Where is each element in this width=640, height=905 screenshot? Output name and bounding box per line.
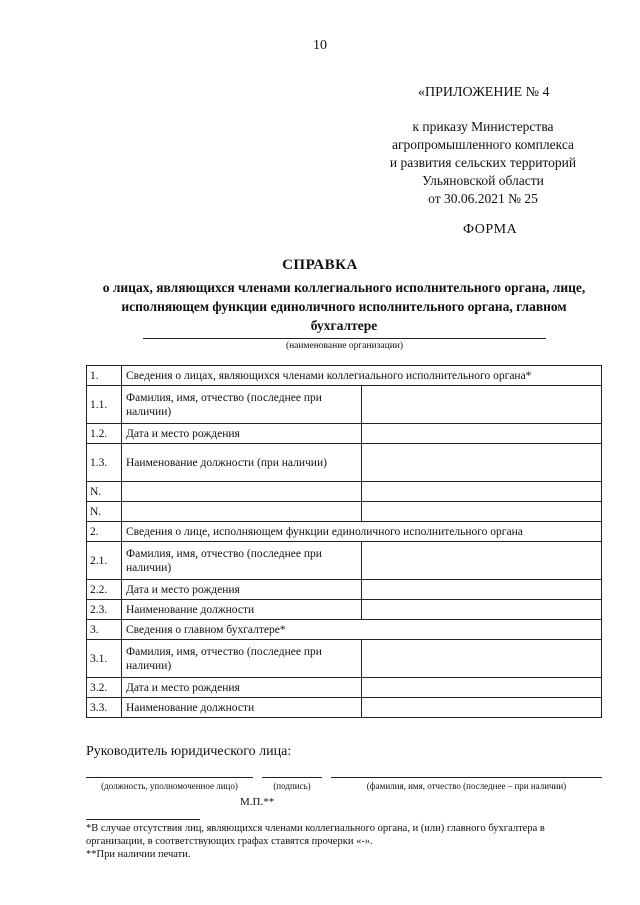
- field-label: Дата и место рождения: [122, 678, 362, 698]
- field-value[interactable]: [362, 678, 602, 698]
- full-name-caption: (фамилия, имя, отчество (последнее – при наличии): [366, 781, 567, 791]
- order-reference: [372, 118, 594, 208]
- form-label: ФОРМА: [463, 222, 518, 237]
- row-number: 1.: [87, 366, 122, 386]
- table-row: [87, 542, 602, 580]
- table-row: [87, 600, 602, 620]
- row-number: 2.: [87, 522, 122, 542]
- row-number: 3.1.: [87, 640, 122, 678]
- table-row: [87, 444, 602, 482]
- table-row: [87, 698, 602, 718]
- table-row: [87, 386, 602, 424]
- footnotes: [86, 822, 606, 861]
- appendix-title: «ПРИЛОЖЕНИЕ № 4: [418, 85, 550, 100]
- document-subtitle: о лицах, являющихся членами коллегиального исполнительного органа, лице, исполняющем функции единоличного исполнительного органа, главном бухгалтере: [102, 280, 586, 333]
- information-table: [86, 365, 602, 718]
- field-label: Наименование должности: [122, 600, 362, 620]
- field-label: Дата и место рождения: [122, 580, 362, 600]
- field-label: Дата и место рождения: [122, 424, 362, 444]
- table-row: [87, 640, 602, 678]
- row-number: 2.1.: [87, 542, 122, 580]
- footnote-divider: [86, 819, 200, 820]
- footnote: *В случае отсутствия лиц, являющихся членами коллегиального органа, и (или) главного бухгалтера в организации, в соответствующих графах ставятся прочерки «-».: [86, 823, 545, 847]
- order-line: к приказу Министерства: [412, 119, 554, 134]
- table-row: [87, 678, 602, 698]
- field-value[interactable]: [362, 502, 602, 522]
- field-label: Наименование должности (при наличии): [122, 444, 362, 482]
- field-value[interactable]: [362, 698, 602, 718]
- page-number: 10: [313, 38, 327, 53]
- head-of-entity-label: Руководитель юридического лица:: [86, 744, 292, 759]
- row-number: 3.2.: [87, 678, 122, 698]
- row-number: N.: [87, 502, 122, 522]
- position-caption: (должность, уполномоченное лицо): [101, 781, 238, 791]
- position-line[interactable]: [86, 777, 253, 778]
- field-label: Фамилия, имя, отчество (последнее при наличии): [122, 542, 362, 580]
- row-number: 3.3.: [87, 698, 122, 718]
- table-row: [87, 424, 602, 444]
- order-line: агропромышленного комплекса: [392, 137, 574, 152]
- section-header-row: [87, 366, 602, 386]
- row-number: 2.3.: [87, 600, 122, 620]
- order-line: и развития сельских территорий: [389, 155, 577, 170]
- organization-name-caption: (наименование организации): [285, 341, 404, 351]
- order-line: Ульяновской области: [422, 173, 544, 188]
- field-label: Фамилия, имя, отчество (последнее при наличии): [122, 386, 362, 424]
- field-value[interactable]: [362, 600, 602, 620]
- table-row: [87, 580, 602, 600]
- section-header-row: [87, 620, 602, 640]
- field-value[interactable]: [362, 580, 602, 600]
- order-line: от 30.06.2021 № 25: [428, 191, 538, 206]
- footnote: **При наличии печати.: [86, 849, 191, 860]
- stamp-place: М.П.**: [240, 796, 275, 808]
- section-label: Сведения о главном бухгалтере*: [122, 620, 602, 640]
- field-value[interactable]: [362, 444, 602, 482]
- field-label: Наименование должности: [122, 698, 362, 718]
- field-value[interactable]: [362, 386, 602, 424]
- field-label: Фамилия, имя, отчество (последнее при наличии): [122, 640, 362, 678]
- section-label: Сведения о лице, исполняющем функции единоличного исполнительного органа: [122, 522, 602, 542]
- document-title: СПРАВКА: [282, 257, 358, 273]
- field-value[interactable]: [362, 482, 602, 502]
- field-value[interactable]: [362, 640, 602, 678]
- section-label: Сведения о лицах, являющихся членами коллегиального исполнительного органа*: [122, 366, 602, 386]
- field-value[interactable]: [362, 542, 602, 580]
- signature-line[interactable]: [262, 777, 322, 778]
- row-number: 1.3.: [87, 444, 122, 482]
- section-header-row: [87, 522, 602, 542]
- full-name-line[interactable]: [331, 777, 602, 778]
- row-number: 1.1.: [87, 386, 122, 424]
- table-row: [87, 482, 602, 502]
- field-label: [122, 502, 362, 522]
- field-value[interactable]: [362, 424, 602, 444]
- row-number: N.: [87, 482, 122, 502]
- row-number: 3.: [87, 620, 122, 640]
- row-number: 2.2.: [87, 580, 122, 600]
- organization-name-line[interactable]: [143, 338, 546, 339]
- table-row: [87, 502, 602, 522]
- field-label: [122, 482, 362, 502]
- row-number: 1.2.: [87, 424, 122, 444]
- signature-caption: (подпись): [273, 781, 311, 791]
